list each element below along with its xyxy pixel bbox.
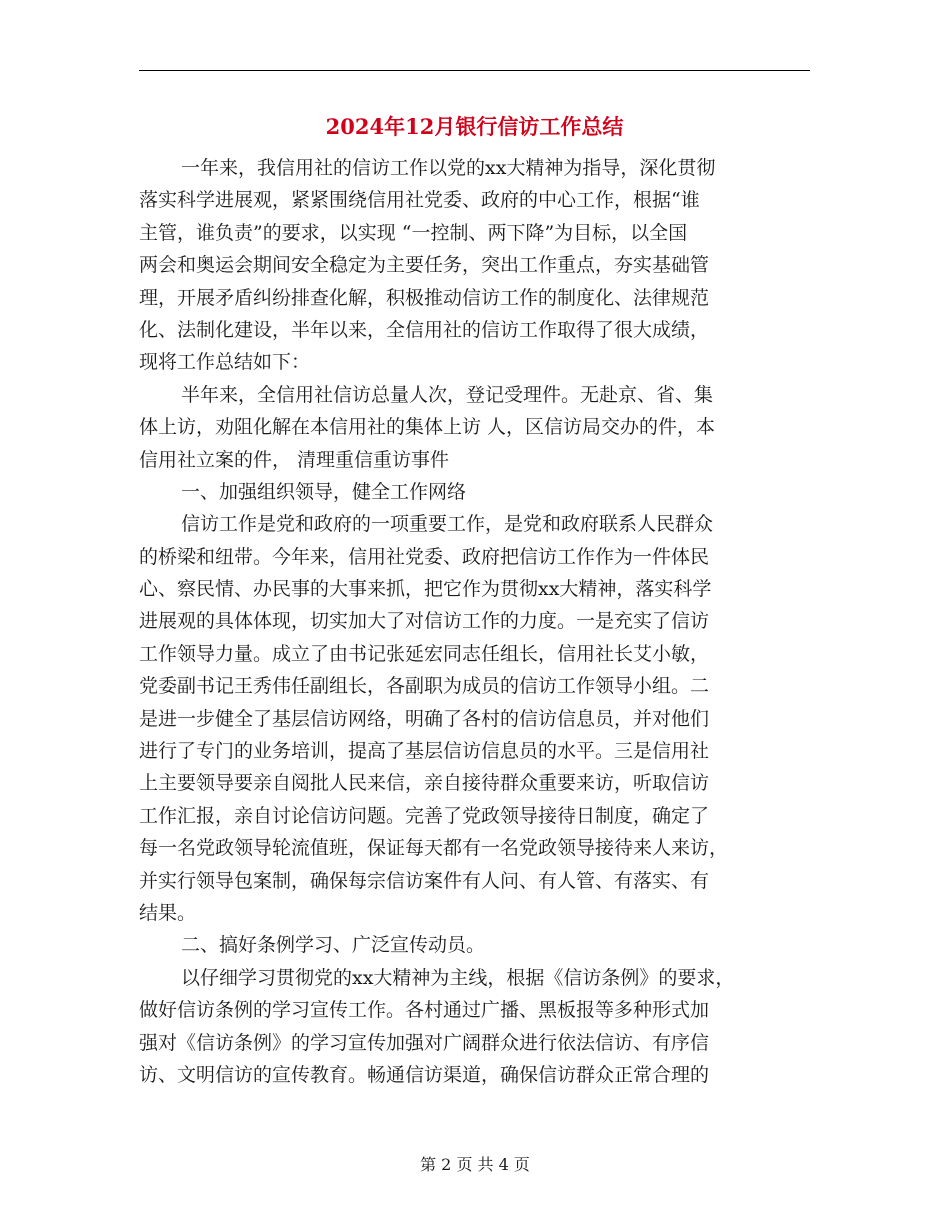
text-line: 信访工作是党和政府的一项重要工作，是党和政府联系人民群众 (181, 513, 714, 536)
section-heading: 二、搞好条例学习、广泛宣传动员。 (181, 934, 486, 957)
text-line: 一年来，我信用社的信访工作以党的xx大精神为指导，深化贯彻 (181, 157, 716, 179)
text-line: 半年来，全信用社信访总量人次，登记受理件。无赴京、省、集 (181, 383, 714, 406)
text-line: 信用社立案的件， 清理重信重访事件 (139, 448, 450, 471)
text-line: 工作领导力量。成立了由书记张延宏同志任组长，信用社长艾小敏， (139, 642, 710, 665)
text-line: 访、文明信访的宣传教育。畅通信访渠道，确保信访群众正常合理的 (139, 1063, 710, 1086)
text-line: 体上访，劝阻化解在本信用社的集体上访 人，区信访局交办的件，本 (139, 416, 716, 439)
text-line: 是进一步健全了基层信访网络，明确了各村的信访信息员，并对他们 (139, 707, 710, 730)
text-line: 的桥梁和纽带。今年来，信用社党委、政府把信访工作作为一件体民 (139, 545, 710, 568)
text-line: 现将工作总结如下： (139, 351, 311, 374)
text-line: 化、法制化建设，半年以来，全信用社的信访工作取得了很大成绩， (139, 318, 710, 341)
text-line: 主管，谁负责”的要求，以实现 “一控制、两下降”为目标，以全国 (139, 221, 688, 244)
text-line: 心、察民情、办民事的大事来抓，把它作为贯彻xx大精神，落实科学 (139, 578, 712, 601)
text-line: 进行了专门的业务培训，提高了基层信访信息员的水平。三是信用社 (139, 740, 710, 763)
text-line: 两会和奥运会期间安全稳定为主要任务，突出工作重点，夯实基础管 (139, 254, 710, 277)
text-line: 做好信访条例的学习宣传工作。各村通过广播、黑板报等多种形式加 (139, 999, 710, 1022)
text-line: 工作汇报，亲自讨论信访问题。完善了党政领导接待日制度，确定了 (139, 804, 710, 827)
text-line: 上主要领导要亲自阅批人民来信，亲自接待群众重要来访，听取信访 (139, 772, 710, 795)
text-line: 结果。 (139, 901, 197, 924)
text-line: 进展观的具体体现，切实加大了对信访工作的力度。一是充实了信访 (139, 610, 710, 633)
text-line: 以仔细学习贯彻党的xx大精神为主线，根据《信访条例》的要求， (181, 966, 735, 989)
section-heading: 一、加强组织领导，健全工作网络 (181, 480, 467, 503)
text-line: 并实行领导包案制，确保每宗信访案件有人问、有人管、有落实、有 (139, 869, 710, 892)
document-title: 2024年12月银行信访工作总结 (325, 114, 624, 139)
document-body (139, 152, 815, 1091)
header-rule (139, 70, 810, 71)
text-line: 党委副书记王秀伟任副组长，各副职为成员的信访工作领导小组。二 (139, 675, 710, 698)
page-number-footer: 第 2 页 共 4 页 (420, 1155, 530, 1174)
text-line: 强对《信访条例》的学习宣传加强对广阔群众进行依法信访、有序信 (139, 1031, 710, 1054)
text-line: 理，开展矛盾纠纷排查化解，积极推动信访工作的制度化、法律规范 (139, 286, 710, 309)
text-line: 每一名党政领导轮流值班，保证每天都有一名党政领导接待来人来访， (139, 837, 729, 860)
text-line: 落实科学进展观，紧紧围绕信用社党委、政府的中心工作，根据“谁 (139, 189, 700, 212)
